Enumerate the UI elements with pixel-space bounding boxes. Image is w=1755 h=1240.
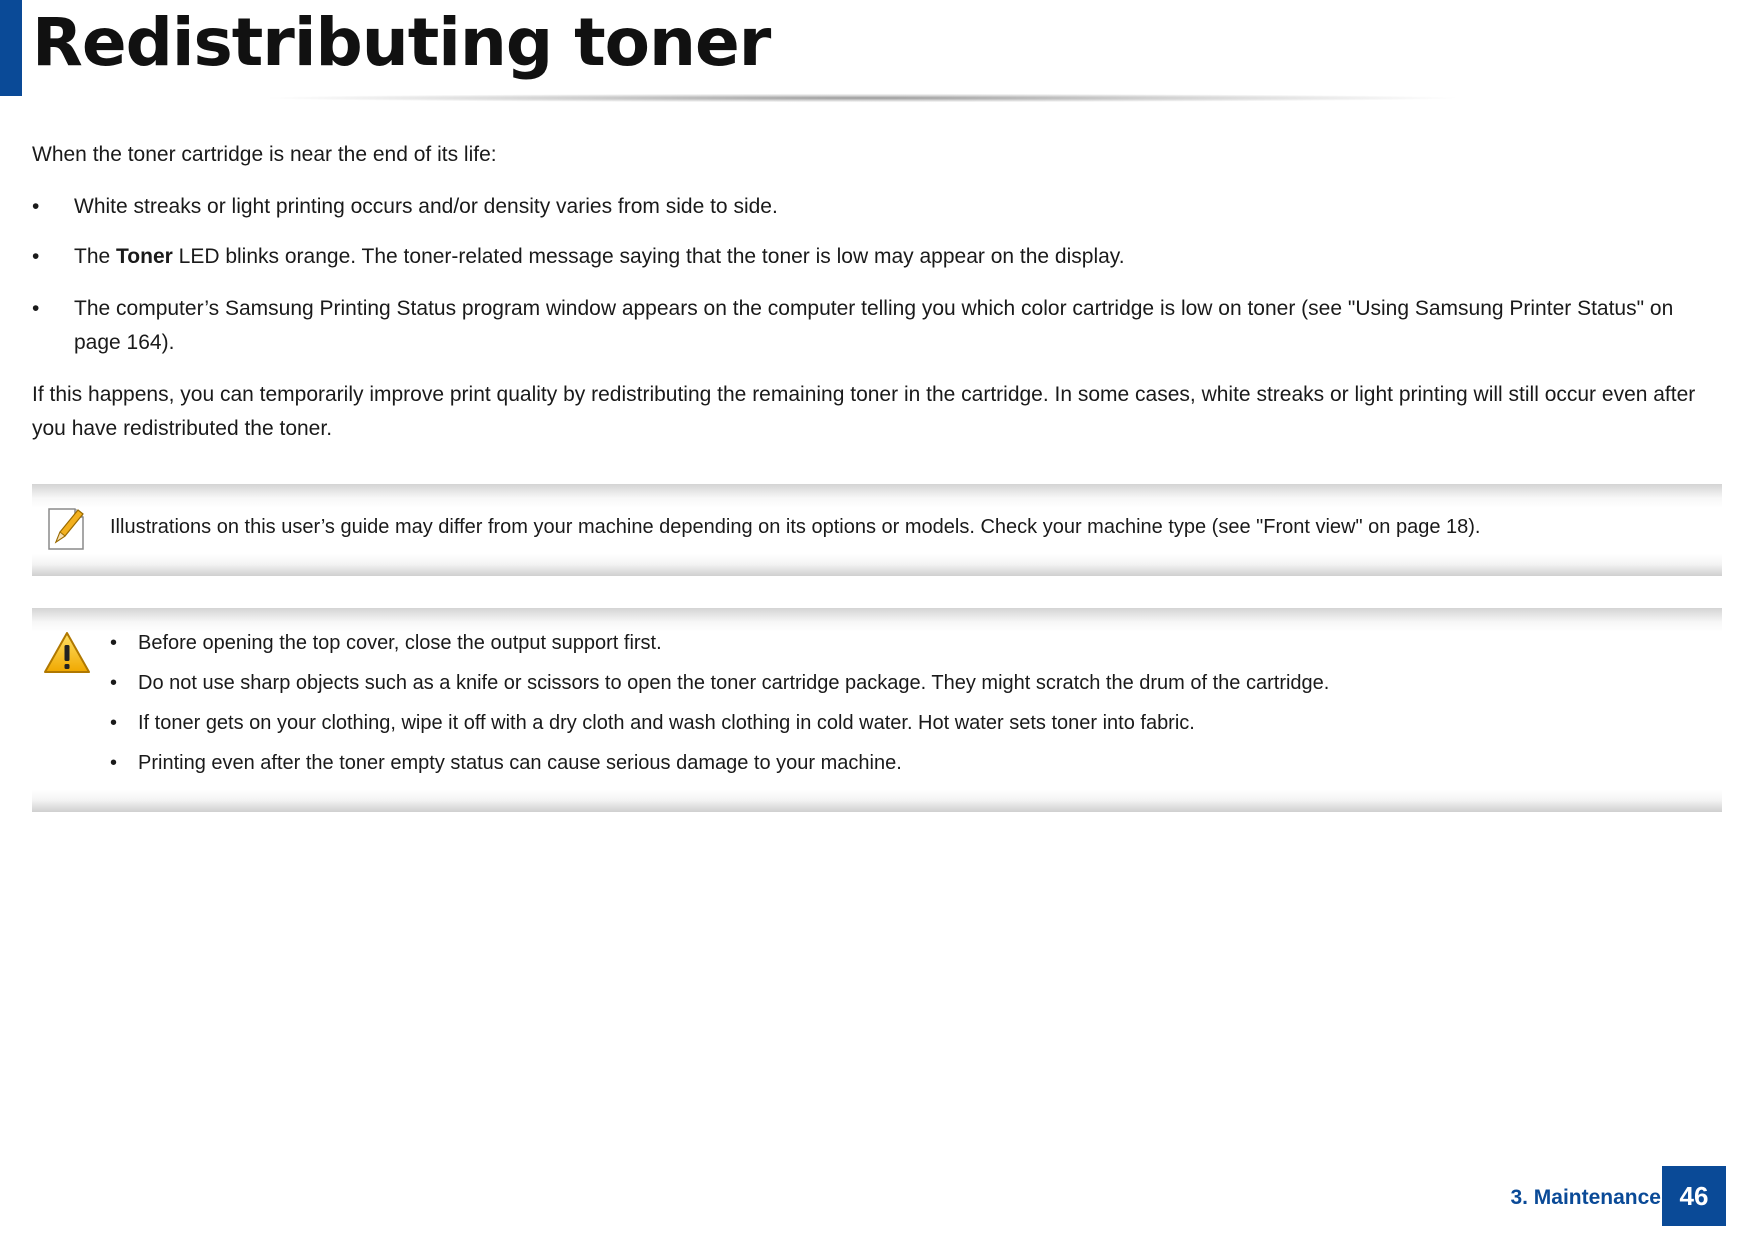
list-item: • Before opening the top cover, close the output support first.	[110, 628, 1700, 658]
list-item	[32, 240, 1722, 274]
toner-led-label: Toner	[116, 245, 173, 268]
intro-text: When the toner cartridge is near the end of its life:	[32, 143, 497, 166]
footer-section-label: 3. Maintenance	[1510, 1186, 1661, 1209]
caution-list	[110, 628, 1700, 788]
title-accent-bar	[0, 0, 22, 96]
note-text: Illustrations on this user’s guide may differ from your machine depending on its options or models. Check your machine type (see "Front view" on page 18).	[110, 516, 1481, 538]
bullet-suffix: LED blinks orange. The toner-related message saying that the toner is low may appear on the display.	[172, 245, 1125, 268]
warning-triangle-icon	[42, 630, 92, 676]
note-pencil-icon	[46, 506, 86, 552]
list-item: • The computer’s Samsung Printing Status program window appears on the computer telling you which color cartridge is low on toner (see "Using Samsung Printer Status" on page 164).	[32, 292, 1722, 360]
caution-box	[32, 608, 1722, 812]
list-item: • If toner gets on your clothing, wipe it off with a dry cloth and wash clothing in cold water. Hot water sets toner into fabric.	[110, 708, 1700, 738]
bullet-list	[32, 292, 1722, 360]
title-divider	[32, 92, 1692, 104]
list-item: • Do not use sharp objects such as a knife or scissors to open the toner cartridge package. They might scratch the drum of the cartridge.	[110, 668, 1700, 698]
bullet-list	[32, 190, 1722, 224]
page-title: Redistributing toner	[32, 4, 771, 81]
list-item: • Printing even after the toner empty status can cause serious damage to your machine.	[110, 748, 1700, 778]
redistribute-paragraph: If this happens, you can temporarily improve print quality by redistributing the remaining toner in the cartridge. In some cases, white streaks or light printing will still occur even after you have redistributed the toner.	[32, 383, 1696, 440]
bullet-prefix: The	[74, 245, 117, 268]
page-number-badge: 46	[1662, 1166, 1726, 1226]
bullet-list	[32, 240, 1722, 274]
note-box	[32, 484, 1722, 576]
list-item: • White streaks or light printing occurs and/or density varies from side to side.	[32, 190, 1722, 224]
